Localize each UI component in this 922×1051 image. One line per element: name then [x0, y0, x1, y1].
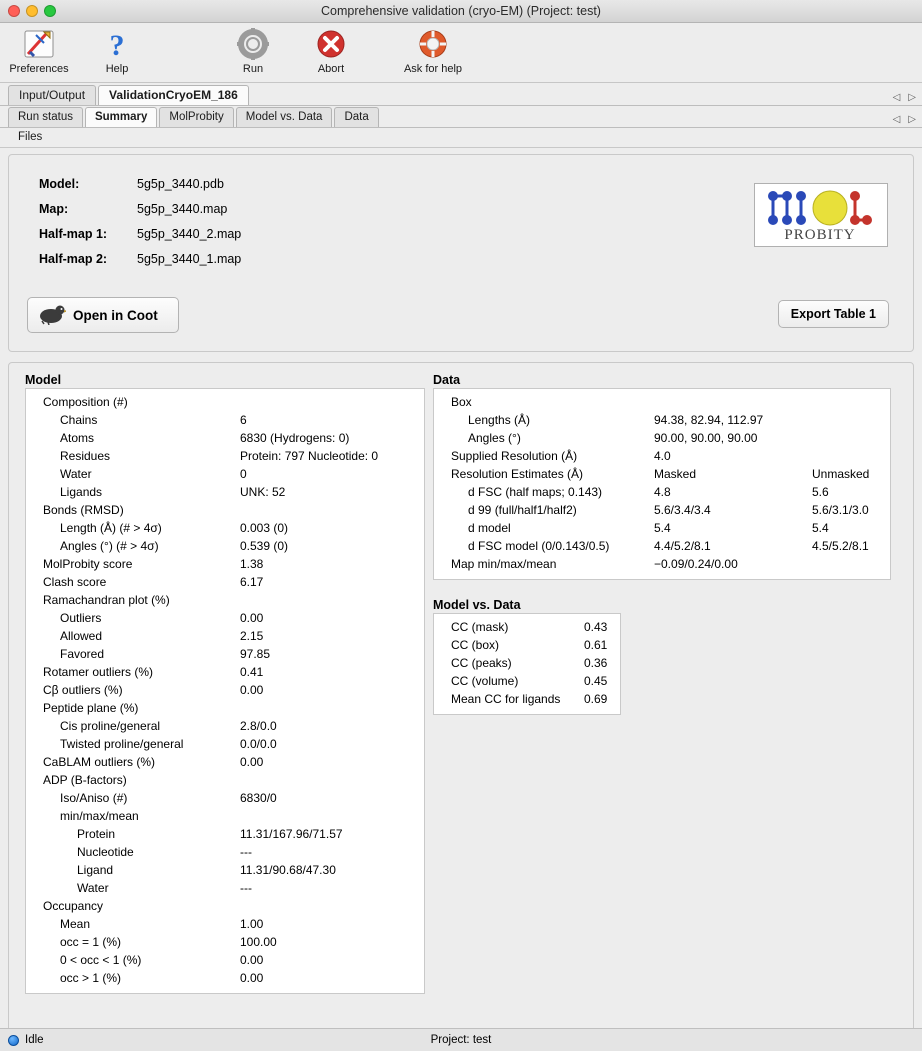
row-value-masked: 4.4/5.2/8.1: [654, 539, 711, 553]
row-value: 0.41: [240, 665, 264, 679]
row-value-masked: 5.4: [654, 521, 671, 535]
table-row: [32, 771, 418, 789]
row-label: Map min/max/mean: [451, 557, 557, 571]
table-row: [32, 825, 418, 843]
row-label: d 99 (full/half1/half2): [468, 503, 577, 517]
table-row: [32, 663, 418, 681]
row-label: d model: [468, 521, 511, 535]
help-icon: [78, 26, 156, 62]
table-row: [32, 699, 418, 717]
table-row: [32, 573, 418, 591]
tab-molprobity[interactable]: MolProbity: [159, 107, 233, 127]
table-row: [32, 789, 418, 807]
ask-for-help-button[interactable]: [388, 26, 478, 75]
row-label: Peptide plane (%): [43, 701, 139, 715]
tab-model-vs-data[interactable]: Model vs. Data: [236, 107, 333, 127]
row-value-masked: 94.38, 82.94, 112.97: [654, 413, 764, 427]
table-row: [440, 501, 884, 519]
table-row: [440, 411, 884, 429]
table-row: [32, 807, 418, 825]
table-row: [32, 951, 418, 969]
row-label: Cβ outliers (%): [43, 683, 123, 697]
row-label: Supplied Resolution (Å): [451, 449, 578, 463]
row-label: Water: [60, 467, 92, 481]
row-label: Twisted proline/general: [60, 737, 184, 751]
row-value-masked: 90.00, 90.00, 90.00: [654, 431, 758, 445]
model-heading: Model: [25, 373, 62, 387]
row-value-masked: 4.8: [654, 485, 671, 499]
table-row: [440, 537, 884, 555]
row-label: Composition (#): [43, 395, 128, 409]
row-label: Ligand: [77, 863, 114, 877]
help-label: Help: [105, 63, 129, 75]
close-window-button[interactable]: [8, 5, 20, 17]
tab-validation-cryoem[interactable]: ValidationCryoEM_186: [98, 85, 249, 105]
row-value: 2.15: [240, 629, 264, 643]
row-label: 0 < occ < 1 (%): [60, 953, 142, 967]
preferences-label: Preferences: [9, 63, 69, 75]
row-label: Atoms: [60, 431, 95, 445]
row-value: 0.00: [240, 611, 264, 625]
help-button[interactable]: [78, 26, 156, 75]
run-button[interactable]: [214, 26, 292, 75]
row-label: Nucleotide: [77, 845, 134, 859]
row-label: Box: [451, 395, 472, 409]
minimize-window-button[interactable]: [26, 5, 38, 17]
row-value-unmasked: 5.4: [812, 521, 829, 535]
project-label: Project: test: [430, 1034, 492, 1046]
row-value: 0.45: [584, 674, 608, 688]
table-row: [32, 627, 418, 645]
file-label-halfmap2: Half-map 2:: [39, 252, 108, 266]
row-value: 0.539 (0): [240, 539, 289, 553]
table-row: [440, 483, 884, 501]
row-label: ADP (B-factors): [43, 773, 127, 787]
row-label: Outliers: [60, 611, 102, 625]
table-row: [440, 654, 614, 672]
row-label: Mean: [60, 917, 91, 931]
row-label: Allowed: [60, 629, 103, 643]
row-value: 6830/0: [240, 791, 277, 805]
open-in-coot-button[interactable]: [27, 297, 179, 333]
row-value: 0.00: [240, 683, 264, 697]
table-row: [32, 933, 418, 951]
row-label: d FSC (half maps; 0.143): [468, 485, 603, 499]
abort-icon: [292, 26, 370, 62]
table-row: [32, 681, 418, 699]
file-row-halfmap2: [39, 252, 913, 266]
row-value: 6: [240, 413, 247, 427]
status-text: Idle: [25, 1034, 44, 1046]
row-label: Chains: [60, 413, 98, 427]
table-row: [440, 636, 614, 654]
row-value: 1.00: [240, 917, 264, 931]
open-in-coot-label: Open in Coot: [73, 307, 158, 323]
table-row: [440, 465, 884, 483]
file-value-map: 5g5p_3440.map: [137, 202, 228, 216]
table-row: [440, 672, 614, 690]
table-row: [32, 753, 418, 771]
row-label: Water: [77, 881, 109, 895]
table-row: [32, 537, 418, 555]
files-section-label: Files: [0, 128, 922, 148]
tab-summary[interactable]: Summary: [85, 107, 157, 127]
files-panel: [8, 154, 914, 352]
table-row: [440, 447, 884, 465]
table-row: [32, 483, 418, 501]
row-value-masked: −0.09/0.24/0.00: [654, 557, 738, 571]
row-label: Protein: [77, 827, 116, 841]
export-table-button[interactable]: [778, 300, 889, 328]
row-label: Favored: [60, 647, 105, 661]
table-row: [32, 393, 418, 411]
table-row: [440, 690, 614, 708]
row-value-masked: 5.6/3.4/3.4: [654, 503, 711, 517]
secondary-tabbar: [0, 106, 922, 128]
row-value: 0.003 (0): [240, 521, 289, 535]
row-label: Ligands: [60, 485, 103, 499]
row-label: Rotamer outliers (%): [43, 665, 154, 679]
row-label: Cis proline/general: [60, 719, 161, 733]
abort-button[interactable]: [292, 26, 370, 75]
status-bar: [0, 1028, 922, 1051]
row-value-masked: 4.0: [654, 449, 671, 463]
row-label: Mean CC for ligands: [451, 692, 561, 706]
table-row: [32, 555, 418, 573]
row-label: CaBLAM outliers (%): [43, 755, 156, 769]
scroll-right-icon[interactable]: ▷: [908, 92, 916, 103]
window-title: Comprehensive validation (cryo-EM) (Project: test): [321, 4, 601, 18]
file-value-halfmap1: 5g5p_3440_2.map: [137, 227, 242, 241]
row-value-masked: Masked: [654, 467, 697, 481]
row-label: Ramachandran plot (%): [43, 593, 170, 607]
maximize-window-button[interactable]: [44, 5, 56, 17]
row-value: 0.00: [240, 953, 264, 967]
scroll-left-icon[interactable]: ◁: [892, 114, 901, 125]
table-row: [32, 861, 418, 879]
main-toolbar: [0, 23, 922, 83]
row-label: Clash score: [43, 575, 107, 589]
ask-for-help-label: Ask for help: [403, 63, 463, 75]
row-value: 0: [240, 467, 247, 481]
file-value-halfmap2: 5g5p_3440_1.map: [137, 252, 242, 266]
model-vs-data-table: [433, 613, 621, 715]
table-row: [32, 429, 418, 447]
model-vs-data-heading: Model vs. Data: [433, 598, 521, 612]
row-label: Resolution Estimates (Å): [451, 467, 584, 481]
model-section: [25, 373, 425, 994]
table-row: [32, 591, 418, 609]
row-value: 0.61: [584, 638, 608, 652]
table-row: [440, 393, 884, 411]
row-label: CC (mask): [451, 620, 509, 634]
row-value: 97.85: [240, 647, 271, 661]
row-value: 100.00: [240, 935, 277, 949]
row-value: ---: [240, 881, 252, 895]
abort-label: Abort: [317, 63, 345, 75]
table-row: [32, 969, 418, 987]
row-value: 11.31/90.68/47.30: [240, 863, 336, 877]
row-value-unmasked: Unmasked: [812, 467, 870, 481]
row-label: Iso/Aniso (#): [60, 791, 128, 805]
row-label: Angles (°): [468, 431, 521, 445]
row-value-unmasked: 4.5/5.2/8.1: [812, 539, 869, 553]
row-value: 0.00: [240, 971, 264, 985]
export-table-label: Export Table 1: [790, 307, 876, 321]
row-label: occ = 1 (%): [60, 935, 122, 949]
preferences-icon: [0, 26, 78, 62]
row-value: 1.38: [240, 557, 264, 571]
row-label: d FSC model (0/0.143/0.5): [468, 539, 610, 553]
window-titlebar: [0, 0, 922, 23]
row-label: Residues: [60, 449, 111, 463]
secondary-tab-scroll-arrows[interactable]: [893, 114, 916, 125]
scroll-right-icon[interactable]: ▷: [908, 114, 916, 125]
data-table: [433, 388, 891, 580]
model-table: [25, 388, 425, 994]
primary-tabbar: [0, 83, 922, 106]
table-row: [32, 897, 418, 915]
row-value: 6830 (Hydrogens: 0): [240, 431, 350, 445]
row-value: UNK: 52: [240, 485, 286, 499]
table-row: [32, 735, 418, 753]
tab-input-output[interactable]: Input/Output: [8, 85, 96, 105]
table-row: [32, 915, 418, 933]
row-label: Lengths (Å): [468, 413, 531, 427]
row-value: 11.31/167.96/71.57: [240, 827, 343, 841]
row-value: 2.8/0.0: [240, 719, 277, 733]
row-label: Length (Å) (# > 4σ): [60, 521, 162, 535]
window-controls[interactable]: [8, 5, 56, 17]
data-section: [433, 373, 903, 715]
table-row: [32, 879, 418, 897]
run-label: Run: [242, 63, 264, 75]
row-value-unmasked: 5.6: [812, 485, 829, 499]
table-row: [440, 519, 884, 537]
row-label: CC (box): [451, 638, 500, 652]
table-row: [32, 411, 418, 429]
row-value: ---: [240, 845, 252, 859]
table-row: [32, 447, 418, 465]
svg-text:?: ?: [109, 29, 125, 61]
table-row: [32, 717, 418, 735]
table-row: [440, 429, 884, 447]
file-label-map: Map:: [39, 202, 69, 216]
table-row: [440, 618, 614, 636]
file-label-model: Model:: [39, 177, 80, 191]
row-label: min/max/mean: [60, 809, 139, 823]
row-label: CC (peaks): [451, 656, 512, 670]
table-row: [32, 609, 418, 627]
row-value: 0.00: [240, 755, 264, 769]
table-row: [32, 465, 418, 483]
coot-bird-icon: [36, 303, 66, 328]
row-label: MolProbity score: [43, 557, 133, 571]
row-label: CC (volume): [451, 674, 519, 688]
table-row: [32, 645, 418, 663]
tab-run-status[interactable]: Run status: [8, 107, 83, 127]
scroll-left-icon[interactable]: ◁: [892, 92, 901, 103]
data-heading: Data: [433, 373, 461, 387]
table-row: [32, 843, 418, 861]
file-label-halfmap1: Half-map 1:: [39, 227, 108, 241]
row-value: Protein: 797 Nucleotide: 0: [240, 449, 379, 463]
row-value: 0.36: [584, 656, 608, 670]
row-label: occ > 1 (%): [60, 971, 122, 985]
preferences-button[interactable]: [0, 26, 78, 75]
lifering-icon: [388, 26, 478, 62]
tab-data[interactable]: Data: [334, 107, 378, 127]
row-value: 0.43: [584, 620, 608, 634]
row-label: Angles (°) (# > 4σ): [60, 539, 159, 553]
row-value-unmasked: 5.6/3.1/3.0: [812, 503, 869, 517]
statistics-panel: [8, 362, 914, 1034]
row-value: 6.17: [240, 575, 264, 589]
run-gear-icon: [214, 26, 292, 62]
row-value: 0.0/0.0: [240, 737, 277, 751]
row-value: 0.69: [584, 692, 608, 706]
svg-text:PROBITY: PROBITY: [784, 227, 856, 243]
primary-tab-scroll-arrows[interactable]: [893, 92, 916, 103]
row-label: Bonds (RMSD): [43, 503, 124, 517]
table-row: [32, 519, 418, 537]
table-row: [32, 501, 418, 519]
row-label: Occupancy: [43, 899, 104, 913]
molprobity-logo: [754, 183, 888, 247]
file-value-model: 5g5p_3440.pdb: [137, 177, 224, 191]
table-row: [440, 555, 884, 573]
